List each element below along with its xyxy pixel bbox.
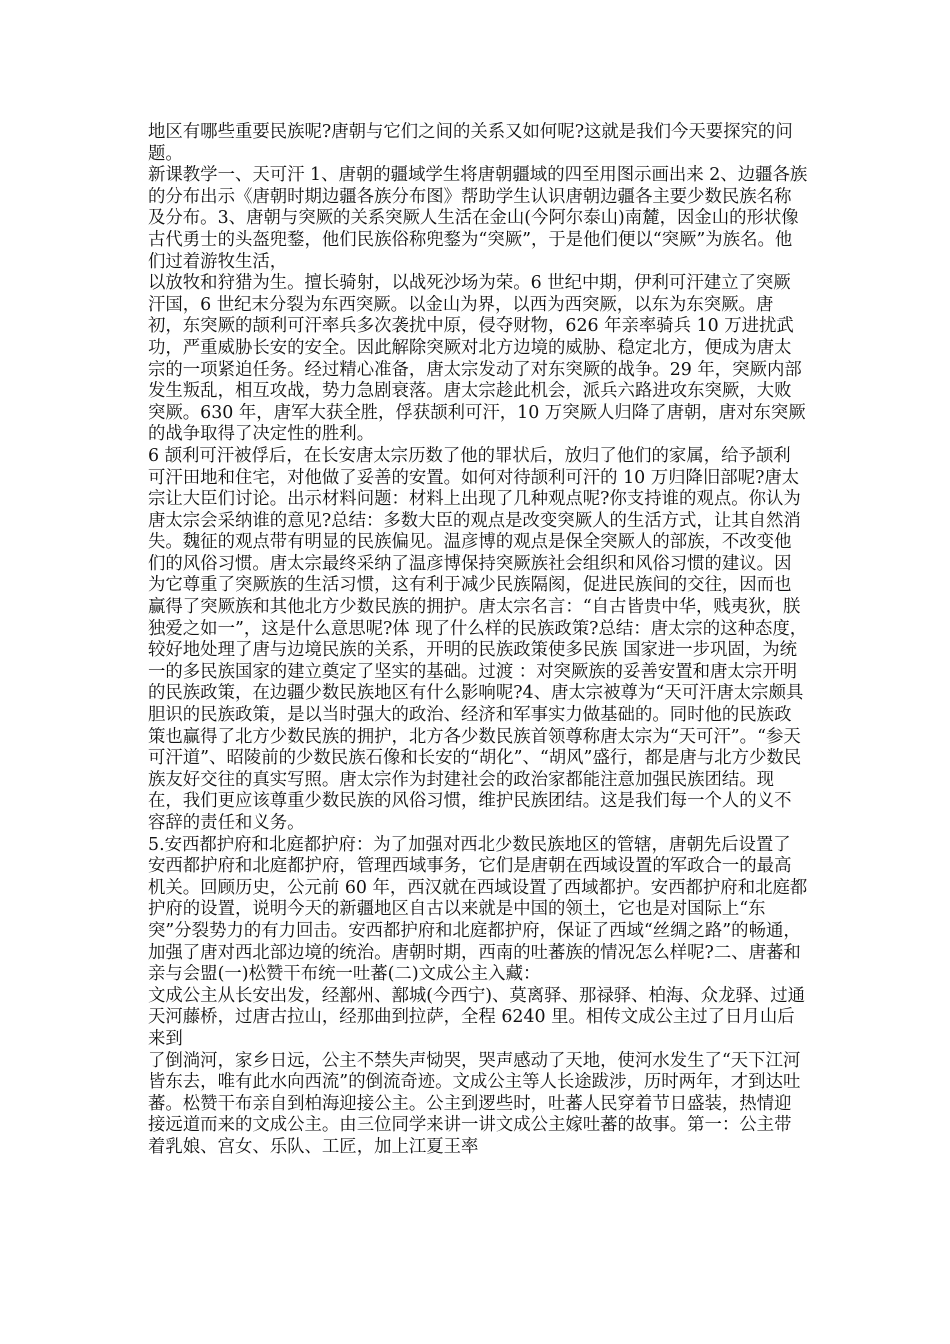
paragraph-princess-story: 了倒淌河，家乡日远，公主不禁失声恸哭，哭声感动了天地，使河水发生了“天下江河皆东去，唯有此水向西流”的倒流奇迹。文成公主等人长途跋涉，历时两年，才到达吐蕃。松赞干布亲自到柏海迎接公主。公主到逻些时，吐蕃人民穿着节日盛装，热情迎接远道而来的文成公主。由三位同学来讲一讲文成公主嫁吐蕃的故事。第一：公主带着乳娘、宫女、乐队、工匠，加上江夏王率 <box>148 1050 801 1157</box>
paragraph-turks-history: 以放牧和狩猎为生。擅长骑射，以战死沙场为荣。6 世纪中期，伊利可汗建立了突厥汗国，6 世纪末分裂为东西突厥。以金山为界，以西为西突厥，以东为东突厥。唐初，东突厥的颉利可汗率兵多次袭扰中原，侵夺财物，626 年亲率骑兵 10 万进扰武功，严重威胁长安的安全。因此解除突厥对北方边境的威胁、稳定北方，便成为唐太宗的一项紧迫任务。经过精心准备，唐太宗发动了对东突厥的战争。29 年，突厥内部发生叛乱，相互攻战，势力急剧衰落。唐太宗趁此机会，派兵六路进攻东突厥，大败突厥。630 年，唐军大获全胜，俘获颉利可汗，10 万突厥人归降了唐朝，唐对东突厥的战争取得了决定性的胜利。 <box>148 273 806 445</box>
paragraph-new-lesson: 新课教学一、天可汗 1、唐朝的疆域学生将唐朝疆域的四至用图示画出来 2、边疆各族的分布出示《唐朝时期边疆各族分布图》帮助学生认识唐朝边疆各主要少数民族名称及分布。3、唐朝与突厥的关系突厥人生活在金山(今阿尔泰山)南麓，因金山的形状像古代勇士的头盔兜鍪，他们民族俗称兜鍪为“突厥”，于是他们便以“突厥”为族名。他们过着游牧生活， <box>148 165 808 272</box>
paragraph-heavenly-khan: 6 颉利可汗被俘后，在长安唐太宗历数了他的罪状后，放归了他们的家属，给予颉利可汗田地和住宅，对他做了妥善的安置。如何对待颉利可汗的 10 万归降旧部呢?唐太宗让大臣们讨论。出示材料问题：材料上出现了几种观点呢?你支持谁的观点。你认为唐太宗会采纳谁的意见?总结：多数大臣的观点是改变突厥人的生活方式，让其自然消失。魏征的观点带有明显的民族偏见。温彦博的观点是保全突厥人的部族，不改变他们的风俗习惯。唐太宗最终采纳了温彦博保持突厥族社会组织和风俗习惯的建议。因为它尊重了突厥族的生活习惯，这有利于减少民族隔阂，促进民族间的交往，因而也赢得了突厥族和其他北方少数民族的拥护。唐太宗名言：“自古皆贵中华，贱夷狄，朕独爱之如一”，这是什么意思呢?体 现了什么样的民族政策?总结：唐太宗的这种态度，较好地处理了唐与边境民族的关系，开明的民族政策使多民族 国家进一步巩固，为统一的多民族国家的建立奠定了坚实的基础。过渡 ：对突厥族的妥善安置和唐太宗开明的民族政策，在边疆少数民族地区有什么影响呢?4、唐太宗被尊为“天可汗唐太宗颇具胆识的民族政策，是以当时强大的政治、经济和军事实力做基础的。同时他的民族政策也赢得了北方少数民族的拥护，北方各少数民族首领尊称唐太宗为“天可汗”。“参天可汗道”、昭陵前的少数民族石像和长安的“胡化”、“胡风”盛行，都是唐与北方少数民族友好交往的真实写照。唐太宗作为封建社会的政治家都能注意加强民族团结。现在，我们更应该尊重少数民族的风俗习惯，维护民族团结。这是我们每一个人的义不容辞的责任和义务。 <box>148 445 808 833</box>
paragraph-intro-question: 地区有哪些重要民族呢?唐朝与它们之间的关系又如何呢?这就是我们今天要探究的问题。 <box>148 122 793 164</box>
document-page <box>148 122 808 1159</box>
paragraph-protectorates: 5.安西都护府和北庭都护府：为了加强对西北少数民族地区的管辖，唐朝先后设置了安西都护府和北庭都护府，管理西域事务，它们是唐朝在西域设置的军政合一的最高机关。回顾历史，公元前 60 年，西汉就在西域设置了西域都护。安西都护府和北庭都护府的设置，说明今天的新疆地区自古以来就是中国的领土，它也是对国际上“东突”分裂势力的有力回击。安西都护府和北庭都护府，保证了西域“丝绸之路”的畅通，加强了唐对西北部边境的统治。唐朝时期，西南的吐蕃族的情况怎么样呢?二、唐蕃和亲与会盟(一)松赞干布统一吐蕃(二)文成公主入藏： <box>148 834 808 985</box>
paragraph-princess-route: 文成公主从长安出发，经鄯州、鄯城(今西宁)、莫离驿、那禄驿、柏海、众龙驿、过通天河藤桥，过唐古拉山，经那曲到拉萨，全程 6240 里。相传文成公主过了日月山后来到 <box>148 985 806 1049</box>
